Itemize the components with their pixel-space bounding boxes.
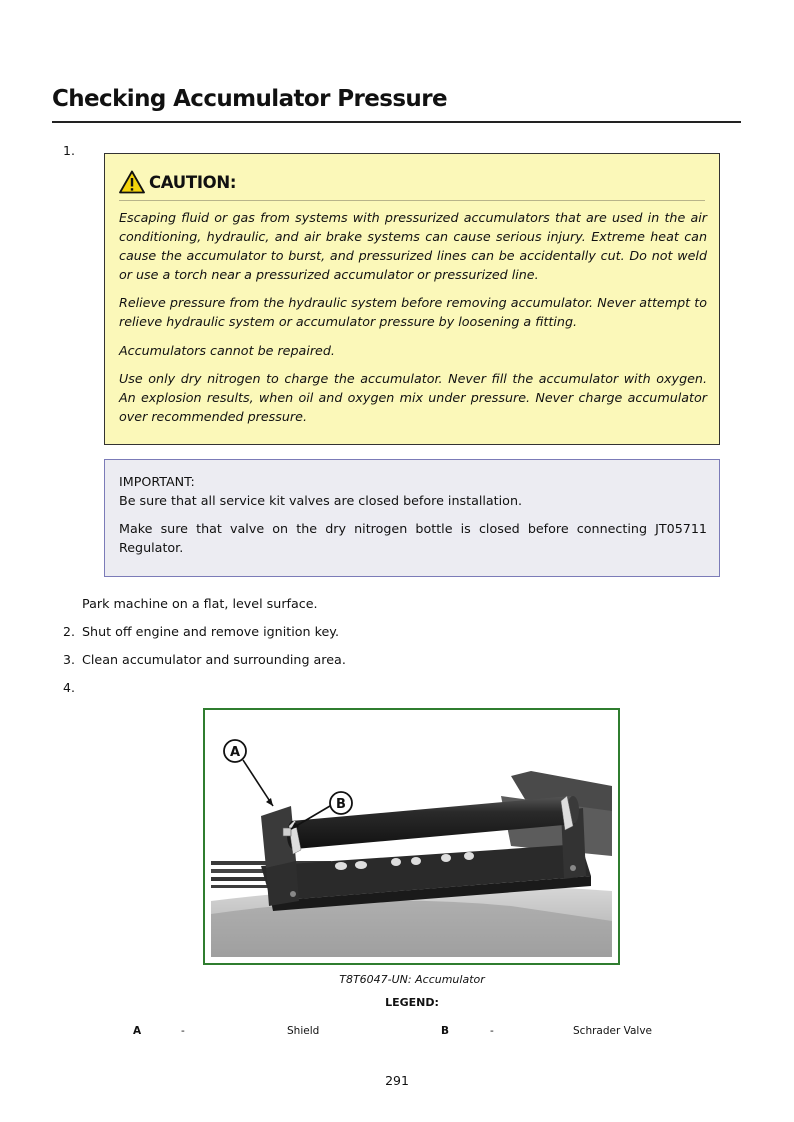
- page-title: Checking Accumulator Pressure: [52, 86, 447, 112]
- caution-box: [104, 153, 720, 445]
- caution-paragraph: Escaping fluid or gas from systems with pressurized accumulators that are used in the air conditioning, hydraulic, and air brake systems can cause serious injury. Extreme heat can cause the accumulator to burst, and pressurized lines can be accidentally cut. Do not weld or use a torch near a pressurized accumulator or pressurized line.: [119, 210, 707, 282]
- accumulator-photo: [211, 716, 612, 957]
- caution-paragraph: Use only dry nitrogen to charge the accumulator. Never fill the accumulator with oxygen. An explosion results, when oil and oxygen mix under pressure. Never charge accumulator over recommended pressure.: [119, 371, 707, 424]
- step-4-number: 4.: [63, 680, 75, 695]
- caution-divider: [119, 200, 705, 201]
- warning-triangle-icon: [119, 170, 145, 194]
- legend-dash-b: -: [490, 1025, 494, 1037]
- important-paragraph: Make sure that valve on the dry nitrogen bottle is closed before connecting JT05711 Regulator.: [119, 521, 707, 555]
- callout-b: B: [336, 797, 346, 812]
- caution-paragraph: Relieve pressure from the hydraulic system before removing accumulator. Never attempt to relieve hydraulic system or accumulator pressure by loosening a fitting.: [119, 295, 707, 329]
- legend-label-a: Shield: [287, 1025, 320, 1037]
- figure-caption: T8T6047-UN: Accumulator: [339, 973, 485, 986]
- important-label: IMPORTANT:: [119, 474, 195, 489]
- legend-title: LEGEND:: [385, 996, 439, 1009]
- accumulator-figure: [203, 708, 620, 965]
- caution-paragraph: Accumulators cannot be repaired.: [119, 343, 335, 358]
- step-2-text: Shut off engine and remove ignition key.: [82, 624, 340, 639]
- step-3-number: 3.: [63, 652, 75, 667]
- step-2-number: 2.: [63, 624, 75, 639]
- legend-label-b: Schrader Valve: [573, 1025, 653, 1037]
- title-divider: [52, 121, 741, 123]
- legend-key-a: A: [133, 1025, 142, 1037]
- step-3-text: Clean accumulator and surrounding area.: [82, 652, 346, 667]
- caution-title: CAUTION:: [149, 172, 237, 192]
- page-number: 291: [385, 1073, 409, 1088]
- legend-dash-a: -: [181, 1025, 185, 1037]
- step-1-text: Park machine on a flat, level surface.: [82, 596, 318, 611]
- caution-header: [119, 168, 236, 196]
- step-1-number: 1.: [63, 143, 75, 158]
- important-box: [104, 459, 720, 577]
- important-paragraph: Be sure that all service kit valves are closed before installation.: [119, 493, 523, 508]
- legend-key-b: B: [441, 1025, 450, 1037]
- callout-a: A: [229, 745, 241, 760]
